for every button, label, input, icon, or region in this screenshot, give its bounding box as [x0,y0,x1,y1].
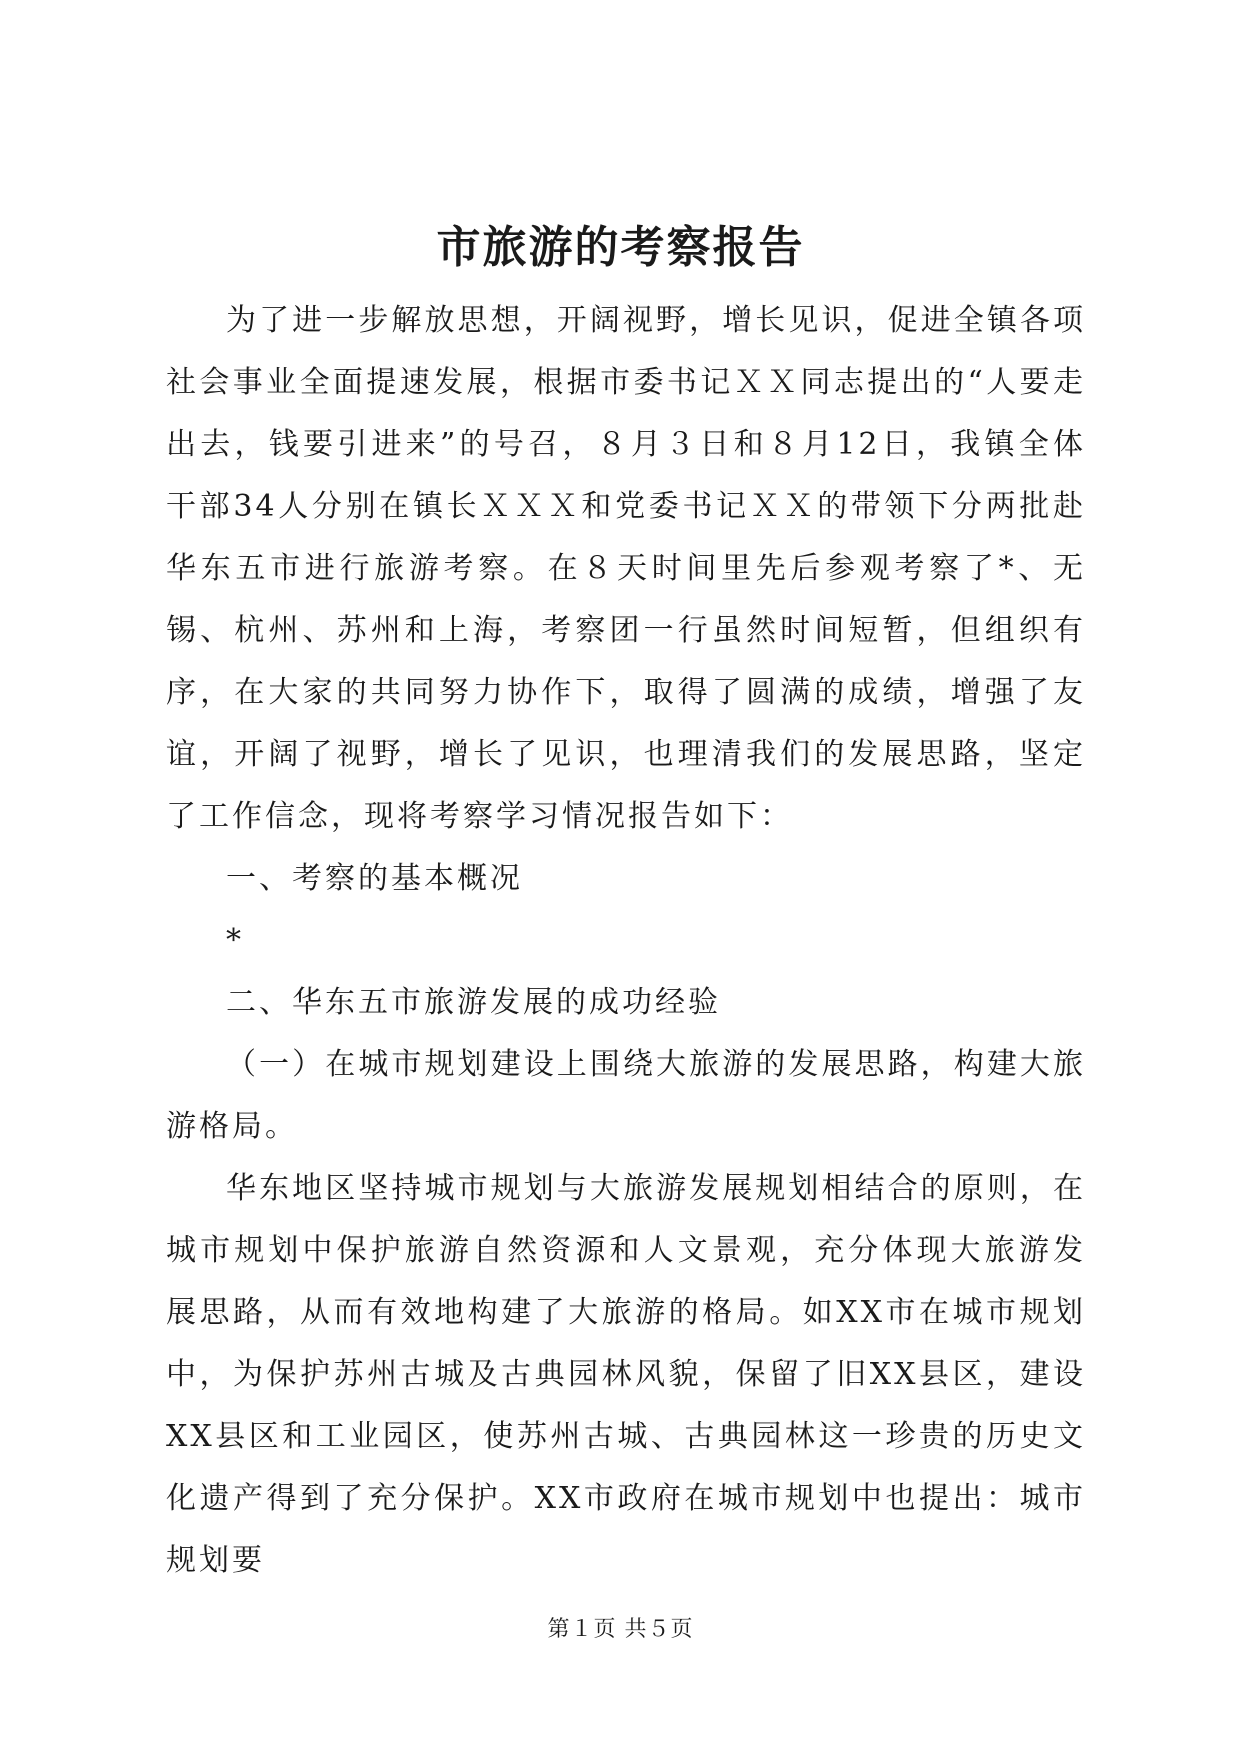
section-heading-1: 一、考察的基本概况 [226,861,523,896]
subsection-heading-1: （一）在城市规划建设上围绕大旅游的发展思路，构建大旅游格局。 [166,1047,1086,1144]
paragraph-planning: 华东地区坚持城市规划与大旅游发展规划相结合的原则，在城市规划中保护旅游自然资源和人文景观，充分体现大旅游发展思路，从而有效地构建了大旅游的格局。如XX市在城市规划中，为保护苏州古城及古典园林风貌，保留了旧XX县区，建设XX县区和工业园区，使苏州古城、古典园林这一珍贵的历史文化遗产得到了充分保护。XX市政府在城市规划中也提出：城市规划要 [166,1171,1086,1578]
page-footer: 第１页 共５页 [547,1617,694,1642]
paragraph-placeholder: * [226,923,244,958]
paragraph-intro: 为了进一步解放思想，开阔视野，增长见识，促进全镇各项社会事业全面提速发展，根据市委书记ＸＸ同志提出的“人要走出去，钱要引进来”的号召，８月３日和８月12日，我镇全体干部34人分别在镇长ＸＸＸ和党委书记ＸＸ的带领下分两批赴华东五市进行旅游考察。在８天时间里先后参观考察了*、无锡、杭州、苏州和上海，考察团一行虽然时间短暂，但组织有序，在大家的共同努力协作下，取得了圆满的成绩，增强了友谊，开阔了视野，增长了见识，也理清我们的发展思路，坚定了工作信念，现将考察学习情况报告如下： [166,303,1086,834]
document-title: 市旅游的考察报告 [436,222,805,273]
section-heading-2: 二、华东五市旅游发展的成功经验 [226,985,721,1020]
document-body [166,290,1086,1592]
